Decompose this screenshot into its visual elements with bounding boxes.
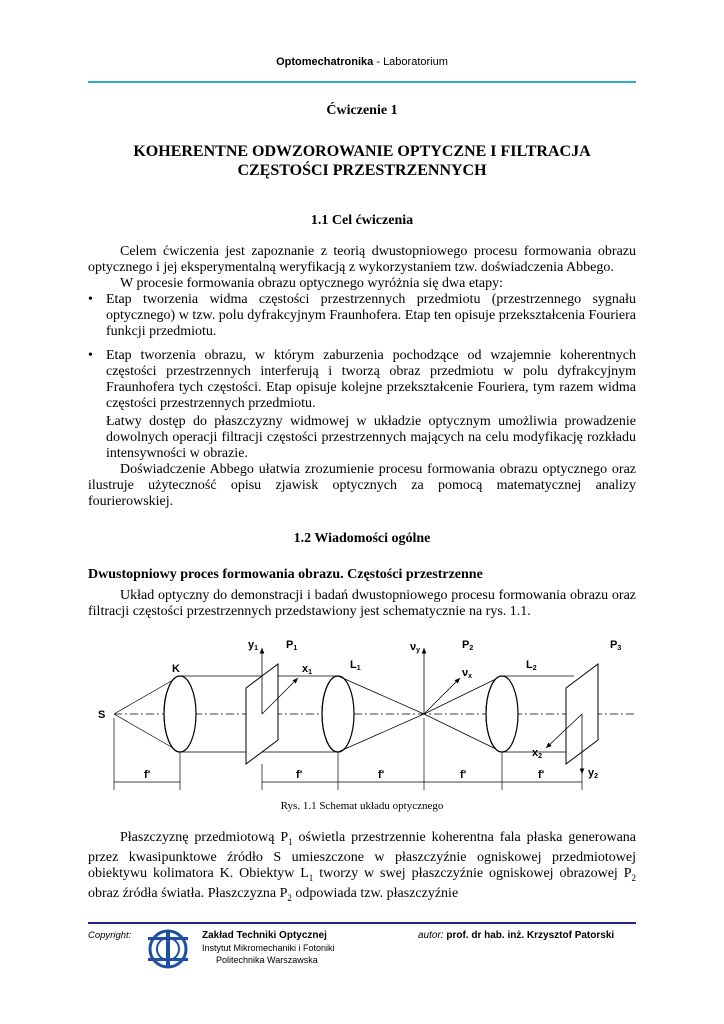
department-logo-icon — [146, 927, 190, 971]
header-divider — [88, 81, 636, 83]
exercise-number: Ćwiczenie 1 — [326, 103, 398, 118]
section-heading-1-1: 1.1 Cel ćwiczenia — [310, 213, 414, 228]
header-separator: - — [373, 56, 384, 68]
paragraph-object-plane: Płaszczyznę przedmiotową $P_1$ oświetla przestrzennie koherentna fala płaska generowana przez kwasipunktowe źródło S umieszczone w płaszczyźnie ogniskowej przedmiotowej obiektywu kolimatora K. Obiektyw $L_1$ tworzy w swej płaszczyźnie ogniskowej obrazowej $P_2$ obraz źródła światła. Płaszczyzna $P_2$ odpowiada tzw. płaszczyźnie — [88, 830, 636, 903]
label-source-s: S — [98, 709, 106, 721]
label-f-2: f' — [296, 769, 303, 781]
author-label: autor: — [418, 930, 444, 941]
footer-author — [418, 930, 614, 941]
bullet-text-2: Etap tworzenia obrazu, w którym zaburzenia pochodzące od wzajemnie koherentnych częstości przestrzennych interferują i tworzą obraz przedmiotu w polu dyfrakcyjnym Fraunhofera tych częstości. Etap opisuje kolejne przekształcenie Fouriera, tym razem widma częstości przestrzennych przedmiotu. — [106, 348, 636, 411]
label-y2: y2 — [588, 767, 599, 780]
label-p2: P2 — [462, 639, 474, 652]
course-name: Optomechatronika — [276, 56, 374, 68]
bullet-item-1 — [88, 292, 636, 340]
optical-system-diagram — [88, 626, 636, 796]
label-y1: y1 — [248, 639, 259, 652]
author-name: prof. dr hab. inż. Krzysztof Patorski — [446, 930, 615, 941]
footer-institute: Instytut Mikromechaniki i Fotoniki — [202, 943, 335, 953]
subsection-heading: Dwustopniowy proces formowania obrazu. Częstości przestrzenne — [88, 567, 483, 582]
footer-department: Zakład Techniki Optycznej — [202, 930, 327, 941]
label-x2: x2 — [532, 747, 543, 760]
bullet-icon: • — [88, 292, 93, 307]
paragraph-stages-intro: W procesie formowania obrazu optycznego wyróżnia się dwa etapy: — [120, 276, 504, 291]
label-nu-x: νx — [462, 667, 473, 680]
label-f-4: f' — [460, 769, 467, 781]
label-p1: P1 — [286, 639, 298, 652]
paragraph-abbe: Doświadczenie Abbego ułatwia zrozumienie procesu formowania obrazu optycznego oraz ilustruje użyteczność opisu zjawisk optycznych za pomocą matematycznej analizy fourierowskiej. — [88, 462, 636, 509]
label-l1: L1 — [350, 659, 361, 672]
bullet-item-2 — [88, 348, 636, 412]
footer-copyright: Copyright: — [88, 930, 132, 941]
lab-name: Laboratorium — [383, 56, 448, 68]
axis-nu-x — [424, 678, 460, 714]
label-x1: x1 — [302, 663, 313, 676]
title-line-2: CZĘSTOŚCI PRZESTRZENNYCH — [237, 162, 487, 179]
section-heading-1-2: 1.2 Wiadomości ogólne — [293, 531, 431, 546]
running-header — [0, 56, 724, 68]
paragraph-setup: Układ optyczny do demonstracji i badań dwustopniowego procesu formowania obrazu oraz filtracji częstości przestrzennych przedstawiony jest schematycznie na rys. 1.1. — [88, 588, 636, 619]
footer-university: Politechnika Warszawska — [216, 955, 318, 965]
footer-divider — [88, 922, 636, 924]
paragraph-goal: Celem ćwiczenia jest zapoznanie z teorią dwustopniowego procesu formowania obrazu optycznego i jej eksperymentalną weryfikacją z wykorzystaniem tzw. doświadczenia Abbego. — [88, 244, 636, 275]
figure-caption: Rys. 1.1 Schemat układu optycznego — [280, 800, 444, 812]
title-line-1: KOHERENTNE ODWZOROWANIE OPTYCZNE I FILTRACJA — [133, 143, 591, 160]
label-nu-y: νy — [410, 641, 421, 654]
label-f-3: f' — [378, 769, 385, 781]
label-f-1: f' — [144, 769, 151, 781]
label-l2: L2 — [526, 659, 537, 672]
bullet-icon: • — [88, 348, 93, 363]
label-lens-k: K — [172, 663, 180, 675]
label-p3: P3 — [610, 639, 622, 652]
bullet-text-1: Etap tworzenia widma częstości przestrzennych przedmiotu (przestrzennego sygnału optycznego) w tzw. polu dyfrakcyjnym Fraunhofera. Etap ten opisuje przekształcenia Fouriera funkcji przedmiotu. — [106, 292, 636, 339]
paragraph-spectral-plane: Łatwy dostęp do płaszczyzny widmowej w układzie optycznym umożliwia prowadzenie dowolnych operacji filtracji częstości przestrzennych mających na celu modyfikację rozkładu intensywności w obrazie. — [106, 414, 636, 461]
label-f-5: f' — [538, 769, 545, 781]
